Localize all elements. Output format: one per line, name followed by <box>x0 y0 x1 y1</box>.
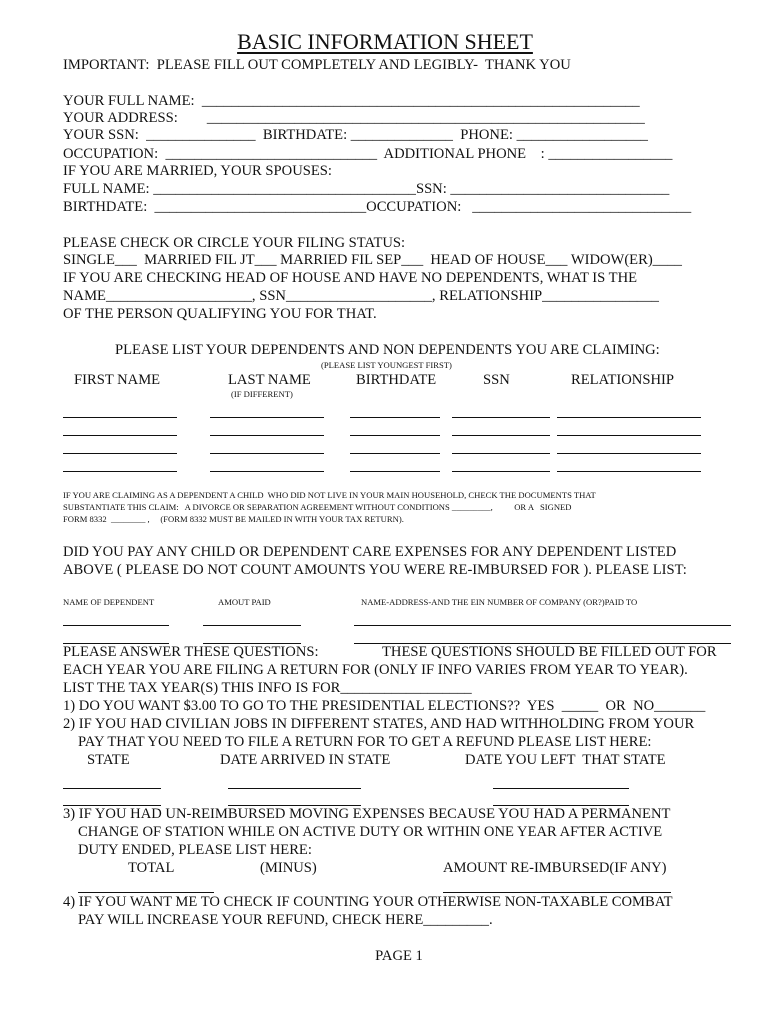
last-name-note: (IF DIFFERENT) <box>231 389 293 399</box>
first-name-field[interactable] <box>63 417 177 418</box>
head-of-house-question: IF YOU ARE CHECKING HEAD OF HOUSE AND HAVE NO DEPENDENTS, WHAT IS THE <box>63 270 638 286</box>
col-last-name: LAST NAME <box>228 372 311 388</box>
question-3-line-3: DUTY ENDED, PLEASE LIST HERE: <box>78 842 312 858</box>
qualifying-person-line: NAME____________________, SSN____________________, RELATIONSHIP________________ <box>63 288 659 304</box>
question-1: 1) DO YOU WANT $3.00 TO GO TO THE PRESIDENTIAL ELECTIONS?? YES _____ OR NO_______ <box>63 698 706 714</box>
birthdate-field[interactable] <box>350 417 440 418</box>
claim-note-line-2: SUBSTANTIATE THIS CLAIM: A DIVORCE OR SEPARATION AGREEMENT WITHOUT CONDITIONS _________, OR A SIGNED <box>63 502 572 512</box>
occupation-line: OCCUPATION: _____________________________ ADDITIONAL PHONE : _________________ <box>63 146 673 162</box>
qualifying-person-note: OF THE PERSON QUALIFYING YOU FOR THAT. <box>63 306 377 322</box>
question-2-line-1: 2) IF YOU HAD CIVILIAN JOBS IN DIFFERENT STATES, AND HAD WITHHOLDING FROM YOUR <box>63 716 695 732</box>
ssn-field[interactable] <box>452 453 550 454</box>
ssn-birthdate-phone-line: YOUR SSN: _______________ BIRTHDATE: ______________ PHONE: __________________ <box>63 127 648 143</box>
important-note: IMPORTANT: PLEASE FILL OUT COMPLETELY AND LEGIBLY- THANK YOU <box>63 57 571 73</box>
col-ssn: SSN <box>483 372 510 388</box>
col-name-of-dependent: NAME OF DEPENDENT <box>63 597 155 607</box>
dependents-subheading: (PLEASE LIST YOUNGEST FIRST) <box>321 360 452 370</box>
question-4-line-1: 4) IF YOU WANT ME TO CHECK IF COUNTING YOUR OTHERWISE NON-TAXABLE COMBAT <box>63 894 673 910</box>
col-first-name: FIRST NAME <box>74 372 161 388</box>
question-3-line-1: 3) IF YOU HAD UN-REIMBURSED MOVING EXPENSES BECAUSE YOU HAD A PERMANENT <box>63 806 671 822</box>
address-line: YOUR ADDRESS: ____________________________________________________________ <box>63 110 645 126</box>
birthdate-field[interactable] <box>350 453 440 454</box>
col-date-left: DATE YOU LEFT THAT STATE <box>465 752 666 768</box>
col-date-arrived: DATE ARRIVED IN STATE <box>220 752 391 768</box>
birthdate-field[interactable] <box>350 435 440 436</box>
relationship-field[interactable] <box>557 471 701 472</box>
tax-year-line: LIST THE TAX YEAR(S) THIS INFO IS FOR__________________ <box>63 680 472 696</box>
spouse-birthdate-line: BIRTHDATE: _____________________________OCCUPATION: ______________________________ <box>63 199 692 215</box>
relationship-field[interactable] <box>557 435 701 436</box>
question-4-line-2: PAY WILL INCREASE YOUR REFUND, CHECK HERE_________. <box>78 912 493 928</box>
last-name-field[interactable] <box>210 453 324 454</box>
date-arrived-field[interactable] <box>228 788 361 789</box>
first-name-field[interactable] <box>63 435 177 436</box>
col-amount-paid: AMOUT PAID <box>218 597 271 607</box>
page-title: BASIC INFORMATION SHEET <box>237 29 533 54</box>
question-2-line-2: PAY THAT YOU NEED TO FILE A RETURN FOR TO GET A REFUND PLEASE LIST HERE: <box>78 734 652 750</box>
col-minus: (MINUS) <box>260 860 317 876</box>
first-name-field[interactable] <box>63 453 177 454</box>
relationship-field[interactable] <box>557 453 701 454</box>
page-number: PAGE 1 <box>375 948 423 964</box>
child-care-question-line-1: DID YOU PAY ANY CHILD OR DEPENDENT CARE EXPENSES FOR ANY DEPENDENT LISTED <box>63 544 677 560</box>
filing-status-heading: PLEASE CHECK OR CIRCLE YOUR FILING STATUS: <box>63 235 406 251</box>
col-total: TOTAL <box>128 860 175 876</box>
claim-note-line-3: FORM 8332 ________ , (FORM 8332 MUST BE MAILED IN WITH YOUR TAX RETURN). <box>63 514 404 524</box>
questions-intro-left: PLEASE ANSWER THESE QUESTIONS: <box>63 644 319 660</box>
col-company-paid-to: NAME-ADDRESS-AND THE EIN NUMBER OF COMPANY (OR?)PAID TO <box>361 597 638 607</box>
amount-paid-field[interactable] <box>203 625 301 626</box>
spouse-name-line: FULL NAME: ____________________________________SSN: ______________________________ <box>63 181 670 197</box>
birthdate-field[interactable] <box>350 471 440 472</box>
company-paid-to-field[interactable] <box>354 625 731 626</box>
dependent-name-field[interactable] <box>63 625 169 626</box>
col-amount-reimbursed: AMOUNT RE-IMBURSED(IF ANY) <box>443 860 667 876</box>
amount-reimbursed-field[interactable] <box>443 892 671 893</box>
child-care-question-line-2: ABOVE ( PLEASE DO NOT COUNT AMOUNTS YOU WERE RE-IMBURSED FOR ). PLEASE LIST: <box>63 562 687 578</box>
last-name-field[interactable] <box>210 435 324 436</box>
col-birthdate: BIRTHDATE <box>356 372 437 388</box>
first-name-field[interactable] <box>63 471 177 472</box>
state-field[interactable] <box>63 788 161 789</box>
questions-intro-right: THESE QUESTIONS SHOULD BE FILLED OUT FOR <box>382 644 717 660</box>
ssn-field[interactable] <box>452 471 550 472</box>
full-name-line: YOUR FULL NAME: ____________________________________________________________ <box>63 93 640 109</box>
ssn-field[interactable] <box>452 417 550 418</box>
col-state: STATE <box>87 752 130 768</box>
questions-intro-line-2: EACH YEAR YOU ARE FILING A RETURN FOR (ONLY IF INFO VARIES FROM YEAR TO YEAR). <box>63 662 688 678</box>
question-3-line-2: CHANGE OF STATION WHILE ON ACTIVE DUTY OR WITHIN ONE YEAR AFTER ACTIVE <box>78 824 663 840</box>
ssn-field[interactable] <box>452 435 550 436</box>
relationship-field[interactable] <box>557 417 701 418</box>
filing-status-options: SINGLE___ MARRIED FIL JT___ MARRIED FIL SEP___ HEAD OF HOUSE___ WIDOW(ER)____ <box>63 252 682 268</box>
claim-note-line-1: IF YOU ARE CLAIMING AS A DEPENDENT A CHILD WHO DID NOT LIVE IN YOUR MAIN HOUSEHOLD, CHECK THE DOCUMENTS THAT <box>63 490 596 500</box>
col-relationship: RELATIONSHIP <box>571 372 674 388</box>
last-name-field[interactable] <box>210 417 324 418</box>
total-field[interactable] <box>78 892 214 893</box>
last-name-field[interactable] <box>210 471 324 472</box>
date-left-field[interactable] <box>493 788 629 789</box>
dependents-heading: PLEASE LIST YOUR DEPENDENTS AND NON DEPENDENTS YOU ARE CLAIMING: <box>115 342 660 358</box>
spouse-heading: IF YOU ARE MARRIED, YOUR SPOUSES: <box>63 163 332 179</box>
